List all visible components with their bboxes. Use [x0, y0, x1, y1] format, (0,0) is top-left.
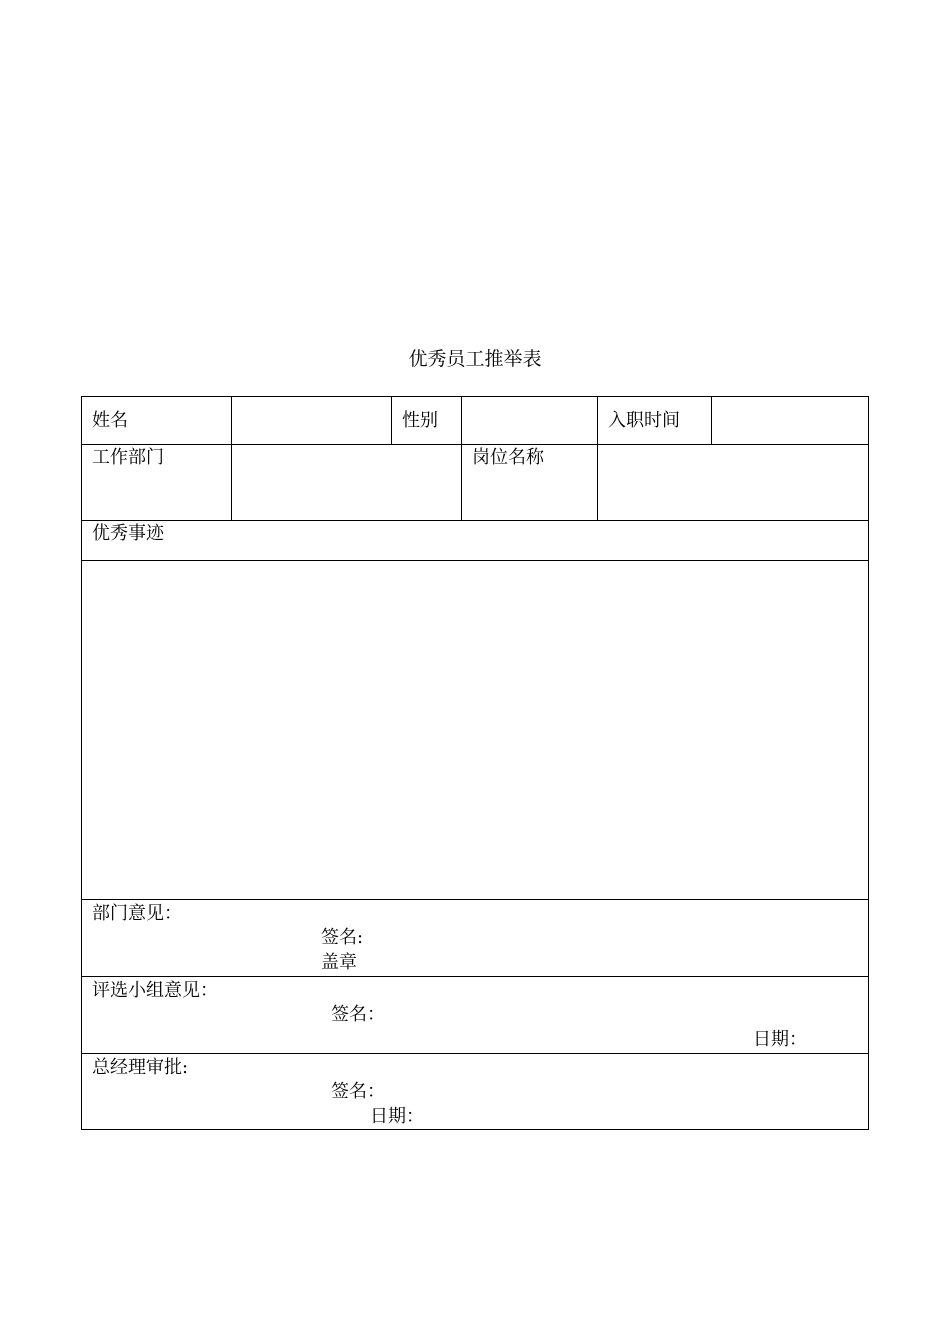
- committee-opinion-cell[interactable]: [82, 977, 869, 1054]
- name-label: 姓名: [82, 397, 232, 445]
- department-opinion-label: 部门意见：: [92, 903, 182, 924]
- department-signature-label: 签名:: [321, 927, 364, 948]
- achievements-header-row: [82, 521, 869, 561]
- department-opinion-row: [82, 900, 869, 977]
- department-label: 工作部门: [82, 445, 232, 521]
- gm-signature-label: 签名：: [331, 1081, 385, 1102]
- achievements-content-row: [82, 561, 869, 900]
- hire-date-field[interactable]: [712, 397, 869, 445]
- department-opinion-cell[interactable]: [82, 900, 869, 977]
- gm-date-label: 日期：: [370, 1106, 424, 1127]
- hire-date-label: 入职时间: [598, 397, 712, 445]
- gm-approval-row: [82, 1054, 869, 1130]
- committee-signature-label: 签名：: [331, 1004, 385, 1025]
- achievements-field[interactable]: [82, 561, 869, 900]
- committee-opinion-label: 评选小组意见：: [92, 980, 218, 1001]
- position-label: 岗位名称: [462, 445, 598, 521]
- committee-opinion-row: [82, 977, 869, 1054]
- committee-date-label: 日期：: [753, 1029, 807, 1050]
- form-title: 优秀员工推举表: [408, 348, 542, 370]
- basic-info-row: [82, 397, 869, 445]
- department-seal-label: 盖章: [321, 952, 357, 973]
- gender-label: 性别: [392, 397, 462, 445]
- gender-field[interactable]: [462, 397, 598, 445]
- department-row: [82, 445, 869, 521]
- name-field[interactable]: [232, 397, 392, 445]
- position-field[interactable]: [598, 445, 869, 521]
- achievements-label: 优秀事迹: [82, 521, 869, 561]
- department-field[interactable]: [232, 445, 462, 521]
- nomination-form-table: [81, 396, 869, 1130]
- gm-approval-cell[interactable]: [82, 1054, 869, 1130]
- gm-approval-label: 总经理审批:: [92, 1057, 189, 1078]
